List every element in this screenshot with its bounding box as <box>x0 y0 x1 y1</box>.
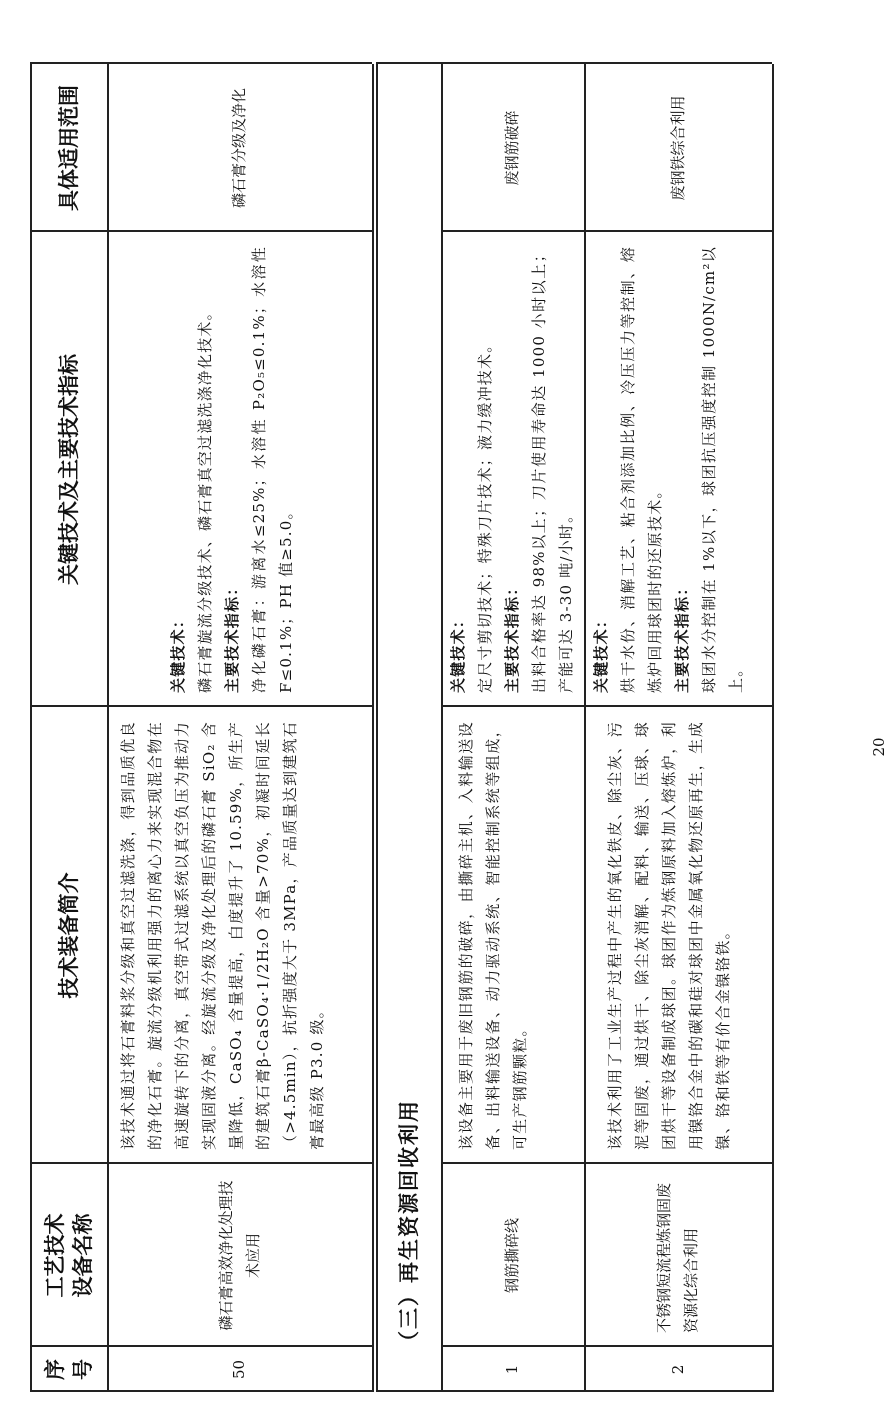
indicator-text: 出料合格率达 98%以上；刀片使用寿命达 1000 小时以上；产能可达 3-30 吨/小时。 <box>530 246 575 693</box>
row-50-tech <box>107 232 372 707</box>
key-tech-label: 关键技术： <box>592 611 610 693</box>
key-tech-label: 关键技术： <box>169 611 187 693</box>
row-50-scope: 磷石膏分级及净化 <box>230 88 248 209</box>
row-1-tech <box>441 232 584 707</box>
page-number: 20 <box>870 737 888 757</box>
key-tech-text: 定尺寸剪切技术；特殊刀片技术；液力缓冲技术。 <box>476 336 494 693</box>
header-scope: 具体适用范围 <box>55 85 81 211</box>
row-2-tech <box>584 232 772 707</box>
indicator-label: 主要技术指标： <box>673 579 691 693</box>
key-tech-label: 关键技术： <box>449 611 467 693</box>
header-intro: 技术装备简介 <box>55 872 81 999</box>
row-2-intro: 该技术利用了工业生产过程中产生的氧化铁皮、除尘灰、污泥等固废，通过烘干、除尘灰消解、配料、输送、压球、球团烘干等设备制成球团。球团作为炼钢原料加入熔炼炉，利用镍铬合金中的碳和硅对球团中金属氧化物还原再生，生成镍、铬和铁等有价合金镍铬铁。 <box>606 721 732 1150</box>
header-tech: 关键技术及主要技术指标 <box>55 354 81 585</box>
indicator-label: 主要技术指标： <box>503 579 521 693</box>
row-50-name: 磷石膏高效净化处理技术应用 <box>216 1180 262 1331</box>
row-50-seq: 50 <box>230 1359 248 1380</box>
header-seq: 序号 <box>41 1359 95 1380</box>
row-1-scope: 废钢筋破碎 <box>503 110 521 186</box>
row-2-scope: 废钢铁综合利用 <box>668 95 687 201</box>
row-2-name: 不锈钢短流程炼钢固废资源化综合利用 <box>655 1182 700 1333</box>
row-2-seq: 2 <box>668 1364 687 1375</box>
row-50-intro: 该技术通过将石膏料浆分级和真空过滤洗涤，得到品质优良的净化石膏。旋流分级机利用强力的离心力来实现混合物在高速旋转下的分离，真空带式过滤系统以真空负压为推动力实现固液分离。经旋流分级及净化处理后的磷石膏 SiO₂ 含量降低，CaSO₄ 含量提高，白度提升了 10.59%，所生产的建筑石膏β-CaSO₄·1/2H₂O 含量>70%，初凝时间延长（>4.5min），抗折强度大于 3MPa，产品质量达到建筑石膏最高级 P3.0 级。 <box>119 721 326 1150</box>
header-name: 工艺技术设备名称 <box>41 1213 95 1298</box>
row-1-name: 钢筋撕碎线 <box>503 1218 521 1294</box>
row-1-intro: 该设备主要用于废旧钢筋的破碎，由撕碎主机、入料输送设备、出料输送设备、动力驱动系统、智能控制系统等组成，可生产钢筋颗粒。 <box>457 721 529 1150</box>
key-tech-text: 烘干水份、消解工艺、粘合剂添加比例、冷压压力等控制、熔炼炉回用球团时的还原技术。 <box>619 246 664 693</box>
key-tech-text: 磷石膏旋流分级技术、磷石膏真空过滤洗涤净化技术。 <box>196 304 214 693</box>
indicator-label: 主要技术指标： <box>223 579 241 693</box>
indicator-text: 净化磷石膏：游离水≤25%；水溶性 P₂O₅≤0.1%；水溶性 F≤0.1%；PH 值≥5.0。 <box>250 246 295 693</box>
row-1-seq: 1 <box>503 1364 521 1375</box>
section-title: （三）再生资源回收利用 <box>396 1099 421 1352</box>
indicator-text: 球团水分控制在 1%以下，球团抗压强度控制 1000N/cm²以上。 <box>700 246 745 693</box>
